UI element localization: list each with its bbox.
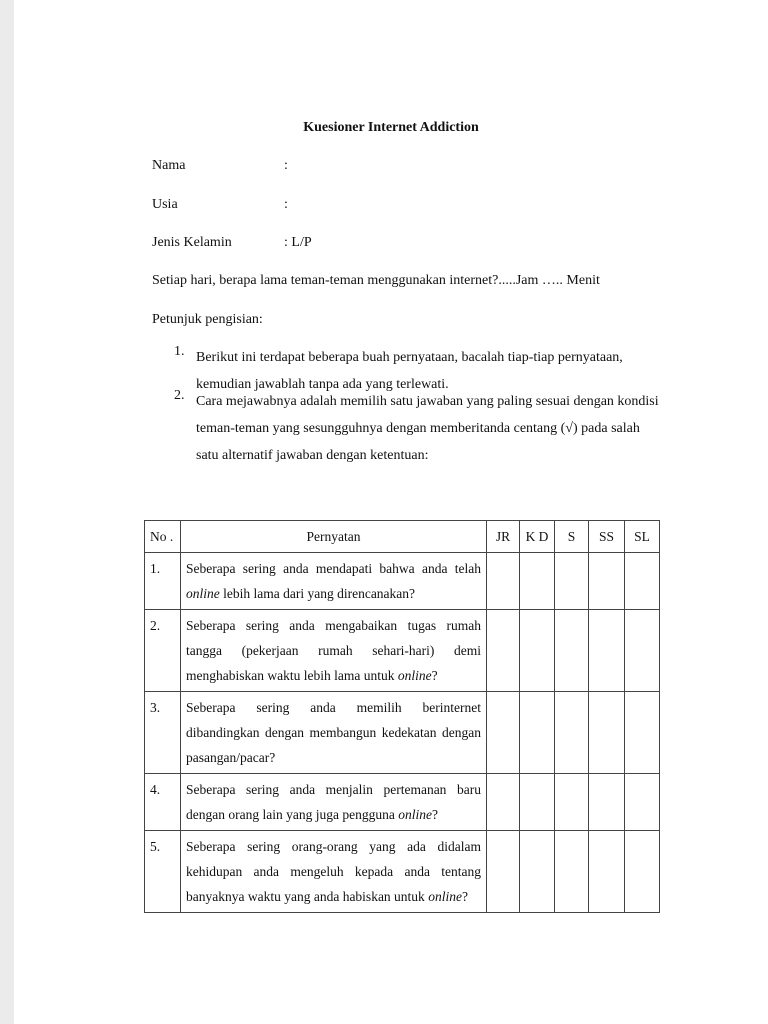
statement-text: Seberapa sering anda memilih berinternet dibandingkan dengan membangun kedekatan dengan pasangan/pacar? xyxy=(186,700,481,765)
field-value: : xyxy=(284,197,288,212)
row-number: 5. xyxy=(145,831,181,913)
table-row xyxy=(145,774,660,831)
statement-text: Seberapa sering anda menjalin pertemanan baru dengan orang lain yang juga pengguna xyxy=(186,782,481,822)
answer-cell-sl[interactable] xyxy=(625,692,660,774)
statement-emphasis: online xyxy=(398,807,432,822)
table-header-row xyxy=(145,521,660,553)
answer-cell-sl[interactable] xyxy=(625,553,660,610)
answer-cell-jr[interactable] xyxy=(487,692,520,774)
answer-cell-kd[interactable] xyxy=(520,610,555,692)
header-statement: Pernyatan xyxy=(181,521,487,553)
row-number: 2. xyxy=(145,610,181,692)
header-no: No . xyxy=(145,521,181,553)
answer-cell-jr[interactable] xyxy=(487,831,520,913)
field-label: Usia xyxy=(152,197,178,212)
statement-text-end: ? xyxy=(431,807,438,822)
table-row xyxy=(145,553,660,610)
answer-cell-s[interactable] xyxy=(555,692,589,774)
field-label: Nama xyxy=(152,158,186,173)
header-ss: SS xyxy=(589,521,625,553)
answer-cell-s[interactable] xyxy=(555,610,589,692)
statement-text-end: ? xyxy=(431,668,438,683)
answer-cell-sl[interactable] xyxy=(625,831,660,913)
answer-cell-kd[interactable] xyxy=(520,553,555,610)
row-statement xyxy=(181,774,487,831)
row-number: 3. xyxy=(145,692,181,774)
answer-cell-jr[interactable] xyxy=(487,610,520,692)
statement-emphasis: online xyxy=(428,889,462,904)
answer-cell-ss[interactable] xyxy=(589,553,625,610)
statement-emphasis: online xyxy=(397,668,432,683)
statement-emphasis: online xyxy=(186,586,220,601)
answer-cell-kd[interactable] xyxy=(520,774,555,831)
answer-cell-s[interactable] xyxy=(555,774,589,831)
answer-cell-kd[interactable] xyxy=(520,692,555,774)
field-label: Jenis Kelamin xyxy=(152,235,232,250)
document-page xyxy=(14,0,768,1024)
answer-cell-ss[interactable] xyxy=(589,610,625,692)
usage-question: Setiap hari, berapa lama teman-teman menggunakan internet?.....Jam ….. Menit xyxy=(152,273,600,288)
header-sl: SL xyxy=(625,521,660,553)
instruction-text: Berikut ini terdapat beberapa buah pernyataan, bacalah tiap-tiap pernyataan, kemudian jawablah tanpa ada yang terlewati. xyxy=(196,350,623,392)
answer-cell-ss[interactable] xyxy=(589,692,625,774)
header-s: S xyxy=(555,521,589,553)
field-value: : xyxy=(284,158,288,173)
row-number: 1. xyxy=(145,553,181,610)
field-value: : L/P xyxy=(284,235,312,250)
answer-cell-ss[interactable] xyxy=(589,774,625,831)
statement-text-end: ? xyxy=(461,889,468,904)
instructions-heading: Petunjuk pengisian: xyxy=(152,312,263,327)
table-row xyxy=(145,610,660,692)
answer-cell-ss[interactable] xyxy=(589,831,625,913)
statement-text-end: lebih lama dari yang direncanakan? xyxy=(219,586,416,601)
document-title: Kuesioner Internet Addiction xyxy=(303,120,479,135)
header-jr: JR xyxy=(487,521,520,553)
statement-text: Seberapa sering anda mengabaikan tugas rumah tangga (pekerjaan rumah sehari-hari) demi menghabiskan waktu lebih lama untuk xyxy=(186,618,481,683)
row-statement xyxy=(181,692,487,774)
statement-text: Seberapa sering anda mendapati bahwa anda telah xyxy=(186,561,481,576)
answer-cell-sl[interactable] xyxy=(625,610,660,692)
answer-cell-s[interactable] xyxy=(555,831,589,913)
answer-cell-kd[interactable] xyxy=(520,831,555,913)
statement-text: Seberapa sering orang-orang yang ada didalam kehidupan anda mengeluh kepada anda tentang banyaknya waktu yang anda habiskan untuk xyxy=(186,839,481,904)
table-row xyxy=(145,831,660,913)
row-statement xyxy=(181,831,487,913)
answer-cell-jr[interactable] xyxy=(487,553,520,610)
header-kd: K D xyxy=(520,521,555,553)
answer-cell-s[interactable] xyxy=(555,553,589,610)
answer-cell-jr[interactable] xyxy=(487,774,520,831)
instruction-number: 2. xyxy=(174,388,185,403)
instruction-number: 1. xyxy=(174,344,185,359)
instruction-text: Cara mejawabnya adalah memilih satu jawaban yang paling sesuai dengan kondisi teman-teman yang sesungguhnya dengan memberitanda centang (√) pada salah satu alternatif jawaban dengan ketentuan: xyxy=(196,394,659,463)
answer-cell-sl[interactable] xyxy=(625,774,660,831)
row-number: 4. xyxy=(145,774,181,831)
questionnaire-table xyxy=(144,520,660,913)
row-statement xyxy=(181,553,487,610)
row-statement xyxy=(181,610,487,692)
table-row xyxy=(145,692,660,774)
